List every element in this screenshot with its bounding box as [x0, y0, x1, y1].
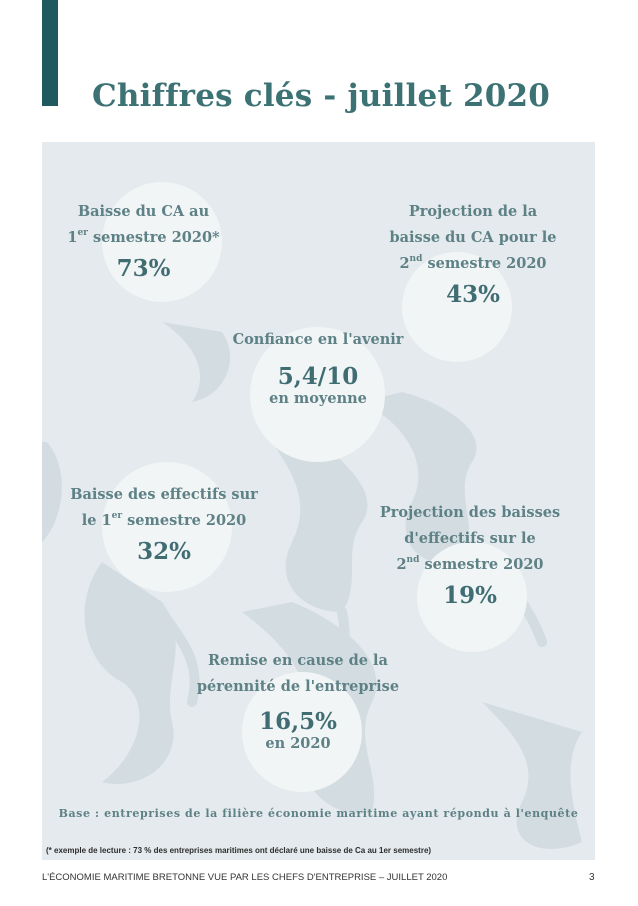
stat-effectifs-s2-line2: d'effectifs sur le	[404, 530, 536, 547]
stat-effectifs-s2-line3-rest: semestre 2020	[419, 556, 544, 573]
stat-effectifs-s1-value: 32%	[137, 538, 191, 565]
stat-ca-s1-value: 73%	[116, 255, 171, 282]
stat-ca-s2-sup: nd	[409, 254, 423, 265]
base-note: Base : entreprises de la filière économie maritime ayant répondu à l'enquête	[58, 807, 579, 820]
stat-effectifs-s1-sup: er	[111, 511, 123, 522]
stat-perennite-label	[188, 648, 408, 700]
stat-effectifs-s2-value: 19%	[443, 582, 497, 609]
stat-perennite-line2: pérennité de l'entreprise	[196, 678, 400, 695]
key-figures-panel	[42, 142, 595, 860]
stat-ca-s1-line2-rest: semestre 2020*	[87, 229, 220, 246]
stat-effectifs-s1	[64, 482, 264, 565]
stat-ca-s2-label	[378, 199, 568, 277]
stat-effectifs-s1-line1: Baisse des effectifs sur	[70, 486, 258, 503]
stat-ca-s2-value: 43%	[446, 281, 500, 308]
stat-effectifs-s1-label	[64, 482, 264, 534]
stat-perennite-line1: Remise en cause de la	[208, 652, 388, 669]
stat-confiance	[208, 327, 428, 407]
example-note: (* exemple de lecture : 73 % des entreprises maritimes ont déclaré une baisse de Ca au 1er semestre)	[46, 846, 432, 855]
stat-ca-s2	[378, 199, 568, 308]
stat-ca-s1	[56, 199, 231, 282]
stat-ca-s1-sup: er	[77, 228, 88, 239]
stat-ca-s2-line3	[378, 251, 568, 277]
stat-effectifs-s1-rest: semestre 2020	[122, 512, 247, 529]
stat-effectifs-s2-line1: Projection des baisses	[379, 504, 561, 521]
stat-perennite-value: 16,5%	[259, 708, 337, 735]
stat-ca-s2-num: 2	[399, 255, 410, 272]
stat-ca-s1-label	[56, 199, 231, 251]
stat-ca-s1-num: 1	[67, 229, 78, 246]
stat-ca-s1-line1: Baisse du CA au	[77, 203, 210, 220]
stat-effectifs-s2	[370, 500, 570, 609]
stat-ca-s2-line1: Projection de la	[408, 203, 538, 220]
stat-effectifs-s1-pre: le 1	[81, 512, 112, 529]
stat-ca-s1-line2	[56, 225, 231, 251]
stat-perennite	[188, 648, 408, 752]
stat-effectifs-s2-num: 2	[396, 556, 407, 573]
page-number: 3	[589, 872, 595, 883]
stat-effectifs-s2-sup: nd	[406, 555, 420, 566]
stat-confiance-sub: en moyenne	[269, 390, 367, 407]
stat-ca-s2-line3-rest: semestre 2020	[422, 255, 547, 272]
stat-confiance-value: 5,4/10	[277, 363, 359, 390]
accent-bar	[42, 0, 58, 106]
stat-ca-s2-line2: baisse du CA pour le	[389, 229, 557, 246]
stat-confiance-label: Confiance en l'avenir	[232, 331, 404, 348]
stat-effectifs-s1-line2	[64, 508, 264, 534]
page-title: Chiffres clés - juillet 2020	[92, 78, 551, 114]
footer-text: L'ÉCONOMIE MARITIME BRETONNE VUE PAR LES CHEFS D'ENTREPRISE – JUILLET 2020	[42, 872, 448, 883]
stat-perennite-sub: en 2020	[265, 735, 331, 752]
stat-effectifs-s2-label	[370, 500, 570, 578]
stat-effectifs-s2-line3	[370, 552, 570, 578]
